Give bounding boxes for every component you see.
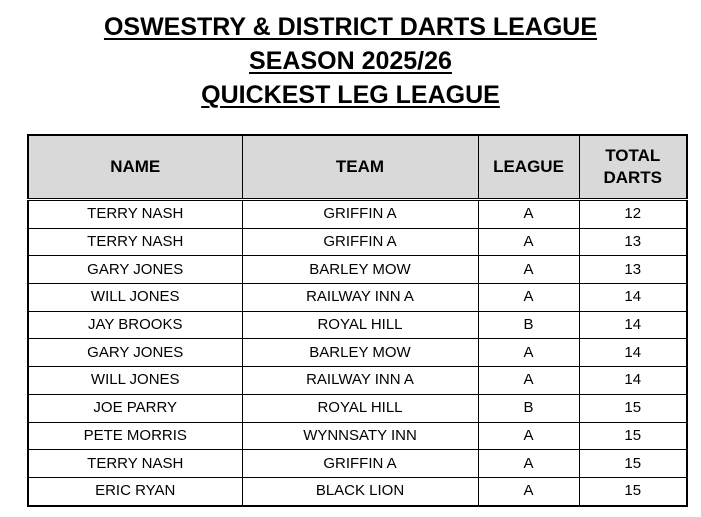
cell-team: GRIFFIN A: [242, 450, 478, 478]
table-row: [28, 228, 687, 256]
table-header-row: [28, 135, 687, 200]
cell-team: ROYAL HILL: [242, 394, 478, 422]
cell-name: WILL JONES: [28, 284, 242, 312]
cell-total-darts: 13: [579, 256, 687, 284]
cell-name: JOE PARRY: [28, 394, 242, 422]
cell-name: TERRY NASH: [28, 450, 242, 478]
cell-team: BARLEY MOW: [242, 339, 478, 367]
cell-total-darts: 14: [579, 311, 687, 339]
cell-league: B: [478, 394, 579, 422]
cell-team: ROYAL HILL: [242, 311, 478, 339]
column-header-team: TEAM: [242, 135, 478, 200]
cell-name: JAY BROOKS: [28, 311, 242, 339]
table-body: [28, 200, 687, 506]
cell-league: A: [478, 422, 579, 450]
cell-league: A: [478, 228, 579, 256]
cell-total-darts: 15: [579, 422, 687, 450]
cell-total-darts: 15: [579, 450, 687, 478]
cell-league: B: [478, 311, 579, 339]
cell-total-darts: 15: [579, 477, 687, 505]
cell-league: A: [478, 339, 579, 367]
season-heading: SEASON 2025/26: [249, 47, 452, 75]
cell-league: A: [478, 477, 579, 505]
table-row: [28, 311, 687, 339]
cell-league: A: [478, 284, 579, 312]
quickest-leg-table: [27, 134, 688, 507]
cell-league: A: [478, 200, 579, 229]
table-row: [28, 367, 687, 395]
column-header-total-darts-line2: DARTS: [603, 168, 663, 187]
cell-team: BLACK LION: [242, 477, 478, 505]
cell-team: WYNNSATY INN: [242, 422, 478, 450]
cell-total-darts: 14: [579, 367, 687, 395]
document-title: [0, 10, 701, 112]
cell-total-darts: 15: [579, 394, 687, 422]
league-name-heading: OSWESTRY & DISTRICT DARTS LEAGUE: [103, 13, 598, 41]
table-row: [28, 284, 687, 312]
table-row: [28, 339, 687, 367]
cell-total-darts: 13: [579, 228, 687, 256]
column-header-total-darts: [579, 135, 687, 200]
cell-name: PETE MORRIS: [28, 422, 242, 450]
cell-name: GARY JONES: [28, 256, 242, 284]
table-row: [28, 477, 687, 505]
cell-name: WILL JONES: [28, 367, 242, 395]
cell-team: GRIFFIN A: [242, 228, 478, 256]
cell-team: BARLEY MOW: [242, 256, 478, 284]
table-type-heading: QUICKEST LEG LEAGUE: [201, 81, 500, 109]
cell-total-darts: 12: [579, 200, 687, 229]
cell-total-darts: 14: [579, 284, 687, 312]
cell-team: RAILWAY INN A: [242, 284, 478, 312]
table-row: [28, 394, 687, 422]
cell-name: TERRY NASH: [28, 200, 242, 229]
column-header-name: NAME: [28, 135, 242, 200]
cell-name: ERIC RYAN: [28, 477, 242, 505]
table-row: [28, 200, 687, 229]
table-row: [28, 450, 687, 478]
table-row: [28, 256, 687, 284]
table-row: [28, 422, 687, 450]
cell-league: A: [478, 256, 579, 284]
column-header-league: LEAGUE: [478, 135, 579, 200]
cell-total-darts: 14: [579, 339, 687, 367]
column-header-total-darts-line1: TOTAL: [605, 146, 661, 165]
cell-name: TERRY NASH: [28, 228, 242, 256]
cell-team: RAILWAY INN A: [242, 367, 478, 395]
cell-team: GRIFFIN A: [242, 200, 478, 229]
cell-name: GARY JONES: [28, 339, 242, 367]
cell-league: A: [478, 367, 579, 395]
cell-league: A: [478, 450, 579, 478]
